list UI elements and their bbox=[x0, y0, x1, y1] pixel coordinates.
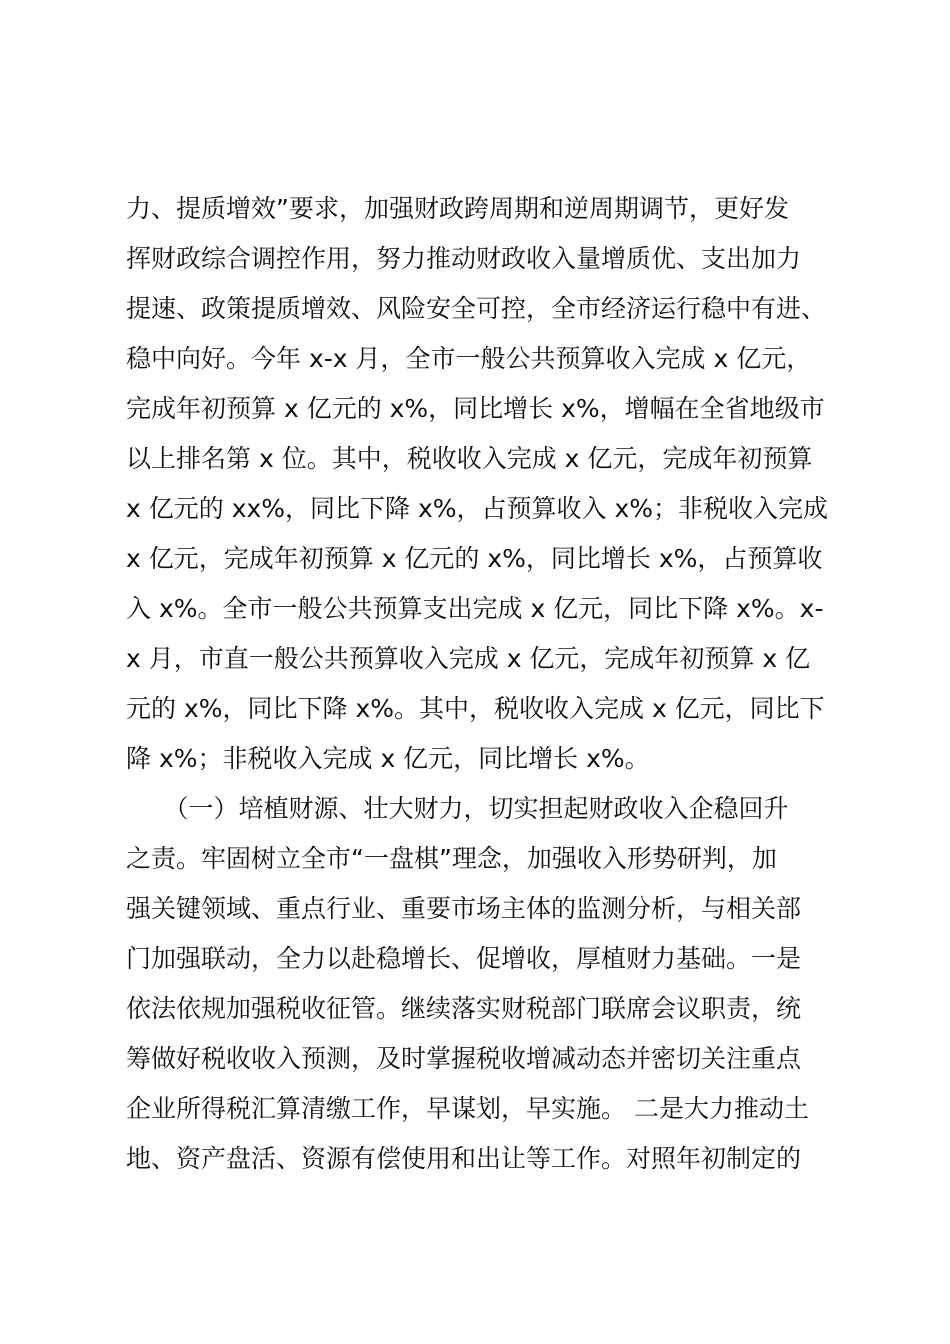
text-line: 依法依规加强税收征管。继续落实财税部门联席会议职责，统 bbox=[126, 994, 802, 1023]
text-line: （一）培植财源、壮大财力，切实担起财政收入企稳回升 bbox=[126, 794, 789, 823]
text-line: 以上排名第 x 位。其中，税收收入完成 x 亿元，完成年初预算 bbox=[126, 444, 813, 473]
text-line: 元的 x%，同比下降 x%。其中，税收收入完成 x 亿元，同比下 bbox=[126, 694, 825, 723]
text-line: 入 x%。全市一般公共预算支出完成 x 亿元，同比下降 x%。x- bbox=[126, 594, 824, 623]
text-line: 门加强联动，全力以赴稳增长、促增收，厚植财力基础。一是 bbox=[126, 944, 802, 973]
text-line: 力、提质增效”要求，加强财政跨周期和逆周期调节，更好发 bbox=[126, 194, 789, 223]
text-line: 之责。牢固树立全市“一盘棋”理念，加强收入形势研判，加 bbox=[126, 844, 777, 873]
text-line: 筹做好税收收入预测，及时掌握税收增减动态并密切关注重点 bbox=[126, 1044, 802, 1073]
text-line: 挥财政综合调控作用，努力推动财政收入量增质优、支出加力 bbox=[126, 244, 802, 273]
text-line: 降 x%；非税收入完成 x 亿元，同比增长 x%。 bbox=[126, 744, 650, 773]
text-line: 稳中向好。今年 x-x 月，全市一般公共预算收入完成 x 亿元， bbox=[126, 344, 812, 373]
text-line: 完成年初预算 x 亿元的 x%，同比增长 x%，增幅在全省地级市 bbox=[126, 394, 825, 423]
text-line: x 亿元的 xx%，同比下降 x%，占预算收入 x%；非税收入完成 bbox=[126, 494, 829, 523]
text-line: 强关键领域、重点行业、重要市场主体的监测分析，与相关部 bbox=[126, 894, 802, 923]
text-line: x 亿元，完成年初预算 x 亿元的 x%，同比增长 x%，占预算收 bbox=[126, 544, 823, 573]
text-line: 提速、政策提质增效、风险安全可控，全市经济运行稳中有进、 bbox=[126, 294, 827, 323]
text-line: x 月，市直一般公共预算收入完成 x 亿元，完成年初预算 x 亿 bbox=[126, 644, 811, 673]
text-line: 企业所得税汇算清缴工作，早谋划，早实施。 二是大力推动土 bbox=[126, 1094, 809, 1123]
text-line: 地、资产盘活、资源有偿使用和出让等工作。对照年初制定的 bbox=[126, 1144, 802, 1173]
document-body bbox=[126, 184, 836, 1184]
